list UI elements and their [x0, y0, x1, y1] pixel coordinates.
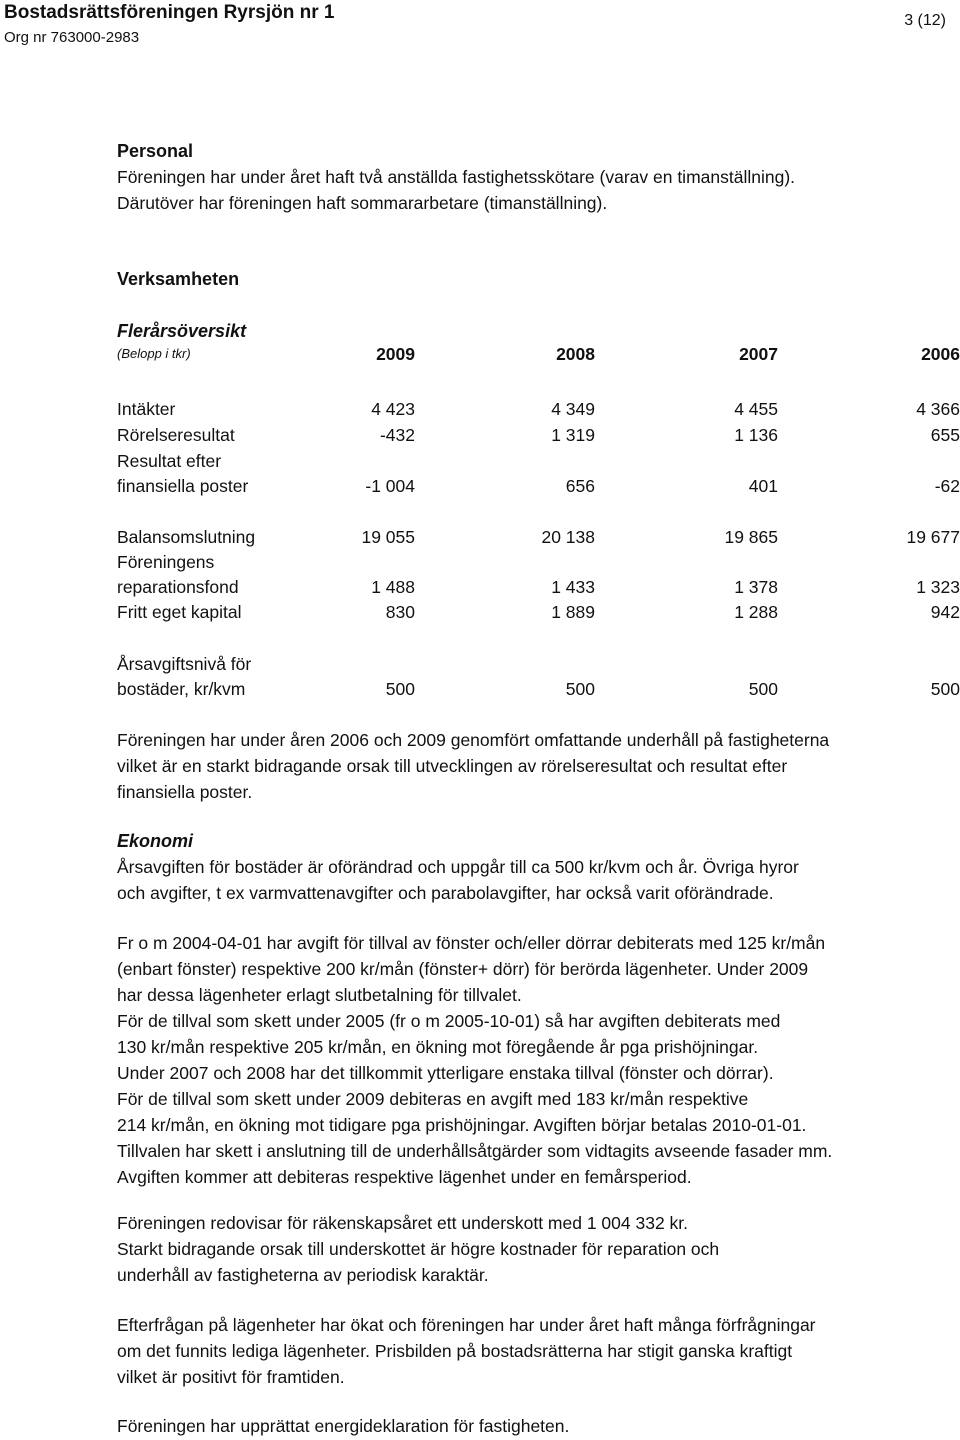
row-label: Resultat efter	[117, 451, 222, 471]
table-cell: 1 288	[734, 602, 778, 622]
paragraph-line: (enbart fönster) respektive 200 kr/mån (fönster+ dörr) för berörda lägenheter. Under 2009	[117, 959, 809, 979]
table-cell: 1 323	[916, 577, 960, 597]
paragraph-line: 214 kr/mån, en ökning mot tidigare pga prishöjningar. Avgiften börjar betalas 2010-01-01.	[117, 1115, 807, 1135]
table-cell: 1 319	[551, 425, 595, 445]
table-cell: 19 677	[906, 527, 960, 547]
ekonomi-paragraph-5	[117, 1413, 947, 1439]
table-cell: 1 433	[551, 577, 595, 597]
paragraph-line: vilket är en starkt bidragande orsak till utvecklingen av rörelseresultat och resultat efter	[117, 756, 788, 776]
table-cell: 655	[930, 425, 960, 445]
table-cell: 401	[748, 476, 778, 496]
ekonomi-paragraph-3	[117, 1210, 947, 1288]
paragraph-line: och avgifter, t ex varmvattenavgifter och parabolavgifter, har också varit oförändrade.	[117, 883, 774, 903]
table-cell: 4 349	[551, 399, 595, 419]
organization-name: Bostadsrättsföreningen Ryrsjön nr 1	[4, 2, 335, 23]
ekonomi-paragraph-2	[117, 930, 947, 1190]
ekonomi-paragraph-1	[117, 854, 947, 906]
table-cell: -432	[379, 425, 415, 445]
personal-section	[117, 138, 947, 216]
table-cell: 4 455	[734, 399, 778, 419]
paragraph-line: Avgiften kommer att debiteras respektive lägenhet under en femårsperiod.	[117, 1167, 692, 1187]
table-cell: 942	[930, 602, 960, 622]
paragraph-line: Föreningen har upprättat energideklaration för fastigheten.	[117, 1416, 570, 1436]
row-label: Föreningens	[117, 552, 215, 572]
paragraph-line: Efterfrågan på lägenheter har ökat och föreningen har under året haft många förfrågningar	[117, 1315, 816, 1335]
table-cell: 830	[385, 602, 415, 622]
table-cell: -62	[934, 476, 960, 496]
paragraph-line: har dessa lägenheter erlagt slutbetalning för tillvalet.	[117, 985, 522, 1005]
paragraph-line: vilket är positivt för framtiden.	[117, 1367, 345, 1387]
table-cell: 1 488	[371, 577, 415, 597]
table-cell: 500	[385, 679, 415, 699]
flerarsoversikt-heading: Flerårsöversikt	[117, 321, 247, 341]
paragraph-line: 130 kr/mån respektive 205 kr/mån, en ökning mot föregående år pga prishöjningar.	[117, 1037, 759, 1057]
table-cell: 4 423	[371, 399, 415, 419]
row-label: Rörelseresultat	[117, 425, 235, 445]
year-header: 2009	[376, 344, 415, 364]
table-cell: 19 055	[361, 527, 415, 547]
table-cell: 19 865	[724, 527, 778, 547]
table-cell: 1 136	[734, 425, 778, 445]
year-header: 2007	[739, 344, 778, 364]
table-cell: 500	[748, 679, 778, 699]
row-label: Balansomslutning	[117, 527, 256, 547]
row-label: bostäder, kr/kvm	[117, 679, 246, 699]
paragraph-line: För de tillval som skett under 2005 (fr o m 2005-10-01) så har avgiften debiterats med	[117, 1011, 781, 1031]
row-label: Årsavgiftsnivå för	[117, 654, 252, 674]
row-label: finansiella poster	[117, 476, 249, 496]
table-cell: 1 378	[734, 577, 778, 597]
personal-line: Därutöver har föreningen haft sommararbetare (timanställning).	[117, 193, 608, 213]
personal-line: Föreningen har under året haft två anställda fastighetsskötare (varav en timanställning).	[117, 167, 796, 187]
table-cell: 4 366	[916, 399, 960, 419]
verksamheten-heading: Verksamheten	[117, 269, 240, 289]
table-cell: -1 004	[365, 476, 415, 496]
paragraph-line: Starkt bidragande orsak till underskottet är högre kostnader för reparation och	[117, 1239, 720, 1259]
organization-number: Org nr 763000-2983	[4, 29, 140, 46]
page-number: 3 (12)	[904, 12, 946, 29]
table-cell: 656	[565, 476, 595, 496]
row-label: reparationsfond	[117, 577, 239, 597]
row-label: Intäkter	[117, 399, 176, 419]
paragraph-line: Årsavgiften för bostäder är oförändrad och uppgår till ca 500 kr/kvm och år. Övriga hyror	[117, 857, 799, 877]
table-cell: 20 138	[541, 527, 595, 547]
row-label: Fritt eget kapital	[117, 602, 242, 622]
paragraph-line: finansiella poster.	[117, 782, 253, 802]
paragraph-line: För de tillval som skett under 2009 debiteras en avgift med 183 kr/mån respektive	[117, 1089, 749, 1109]
table-cell: 500	[565, 679, 595, 699]
personal-heading: Personal	[117, 141, 194, 161]
paragraph-line: Fr o m 2004-04-01 har avgift för tillval av fönster och/eller dörrar debiterats med 125 kr/mån	[117, 933, 826, 953]
paragraph-line: Under 2007 och 2008 har det tillkommit ytterligare enstaka tillval (fönster och dörrar).	[117, 1063, 774, 1083]
paragraph-line: Föreningen har under åren 2006 och 2009 genomfört omfattande underhåll på fastigheterna	[117, 730, 830, 750]
amount-unit-label: (Belopp i tkr)	[117, 346, 191, 361]
paragraph-line: Tillvalen har skett i anslutning till de underhållsåtgärder som vidtagits avseende fasader mm.	[117, 1141, 833, 1161]
year-header: 2008	[556, 344, 595, 364]
paragraph-line: om det funnits lediga lägenheter. Prisbilden på bostadsrätterna har stigit ganska kraftigt	[117, 1341, 793, 1361]
paragraph-line: Föreningen redovisar för räkenskapsåret ett underskott med 1 004 332 kr.	[117, 1213, 689, 1233]
table-cell: 500	[930, 679, 960, 699]
ekonomi-heading: Ekonomi	[117, 831, 194, 851]
ekonomi-paragraph-4	[117, 1312, 947, 1390]
paragraph-line: underhåll av fastigheterna av periodisk karaktär.	[117, 1265, 489, 1285]
verksamheten-paragraph	[117, 727, 947, 805]
year-header: 2006	[921, 344, 960, 364]
table-cell: 1 889	[551, 602, 595, 622]
